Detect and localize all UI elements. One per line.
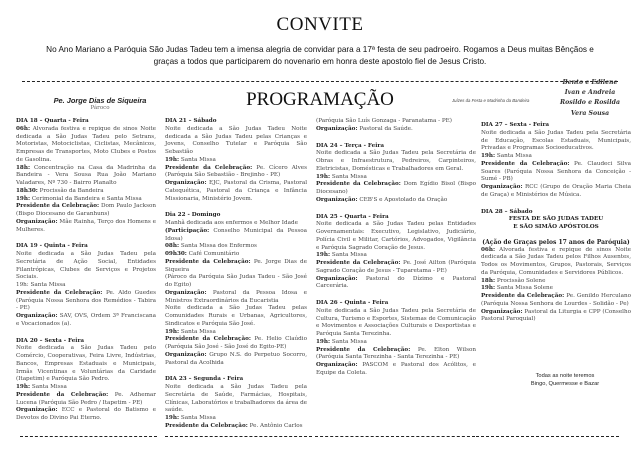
dashed-divider: [165, 436, 312, 437]
juizes-label: Juízes da Festa e Madrinha da Bandeira: [452, 98, 530, 103]
schedule-entry: [481, 153, 631, 161]
schedule-entry: [316, 260, 476, 276]
schedule-entry: [165, 228, 307, 244]
feast-title: FESTA DE SÃO JUDAS TADEU: [508, 216, 604, 223]
entry-label: Organização:: [316, 196, 358, 203]
entry-text: Alvorada festiva e repique de sinos Noite dedicada a São Judas Tadeu pelo Setrans, Motoristas, Motociclistas, Ciclistas, Mecânicos, Empresas de Transportes, Moto Clubes e Postos de Gasolina.: [16, 125, 156, 163]
entry-text: Pastoral da Pessoa Idosa e Ministros Extraordinários da Eucaristia: [165, 289, 307, 304]
entry-text: Pe. Antônio Carlos: [247, 422, 303, 429]
entry-label: 06h:: [481, 246, 496, 253]
juiz-name: Vera Sousa: [570, 109, 610, 117]
schedule-entry: [165, 336, 307, 352]
schedule-entry: Noite dedicada a São Judas Tadeu pela Secretária de Saúde, Farmácias, Hospitais, Clínicas, Laboratórios e trabalhadores da área de saúde.: [165, 384, 308, 414]
entry-text: Concentração na Casa da Madrinha da Bandeira - Vera Sousa Rua João Mariano Valadares, Nº 730 - Bairro Planalto: [16, 164, 156, 186]
entry-label: 19h:: [316, 338, 331, 345]
entry-text: Santa Missa: [179, 415, 216, 421]
thanksgiving-note: (Ação de Graças pelos 17 anos de Paróquia): [482, 238, 630, 246]
juiz-name: Rosildo e Rosilda: [560, 99, 620, 107]
schedule-entry: [316, 181, 476, 197]
day-title: DIA 19 - Quinta - Feira: [16, 243, 88, 250]
entry-label: Presidente da Celebração:: [165, 422, 248, 429]
entry-text: Pe. Elton Wilson (Paróquia Santa Terezinha - Santa Terezinha - PE): [316, 346, 477, 361]
schedule-entry: Noite dedicada a São Judas Tadeu Noite dedicada a São Judas Tadeu pelas Crianças e Jovens, Conselho Tutelar e Paróquia São Sebastião: [165, 125, 307, 155]
day-title: DIA 28 – Sábado: [481, 208, 533, 215]
schedule-entry: [165, 290, 307, 306]
entry-label: Presidente da Celebração:: [16, 203, 100, 210]
entry-label: 18h:: [481, 277, 496, 284]
entry-label: Organização:: [165, 289, 207, 296]
entry-text: SAV, OVS, Ordem 3ª Franciscana e Vocacionados (a).: [16, 313, 156, 327]
entry-text: Pastoral da Liturgia e CPP (Conselho Pastoral Paroquial): [481, 308, 631, 323]
schedule-entry: [481, 285, 631, 293]
dashed-divider: [476, 436, 619, 437]
schedule-entry: [481, 309, 631, 325]
section-title: PROGRAMAÇÃO: [246, 89, 394, 110]
schedule-entry: [16, 384, 156, 392]
paroco-name: Pe. Jorge Dias de Siqueira: [53, 96, 147, 105]
day-title: DIA 25 – Quarta - Feira: [316, 213, 389, 220]
schedule-entry: [165, 251, 307, 259]
entry-label: 19h:: [316, 252, 331, 259]
entry-label: Presidente da Celebração:: [481, 160, 570, 167]
entry-text: Pe. Claudeci Silva Soares (Paróquia Nossa Senhora da Conceição - Sumé - PB): [481, 160, 631, 183]
entry-label: Presidente da Celebração:: [16, 391, 109, 398]
schedule-entry: [16, 165, 156, 188]
entry-text: Santa Missa: [179, 328, 216, 335]
entry-label: Presidente da Celebração:: [481, 293, 565, 299]
column-2: [165, 118, 307, 431]
entry-label: Organização:: [165, 351, 207, 358]
entry-label: 09h30:: [165, 251, 187, 257]
schedule-entry: [165, 352, 307, 368]
intro-line: graças a todos que participarem do novenario em honra deste apostolo fiel de Jesus Cristo.: [153, 57, 487, 66]
entry-text: CEB'S e Apostolado da Oração: [357, 196, 448, 203]
schedule-entry: [16, 313, 156, 329]
entry-text: Pe. Adhemar Lucena (Paróquia São Pedro / Itapetim - PE): [16, 391, 156, 406]
entry-text: Pe. Cícero Alves (Paróquia São Sebastião - Brejinho - PE): [165, 164, 307, 179]
juiz-name: Bento e Edilene: [562, 79, 618, 86]
entry-label: Presidente da Celebração:: [16, 289, 103, 296]
schedule-entry: [481, 184, 631, 200]
note-line: Todas as noite teremos: [535, 373, 595, 379]
entry-label: Organização:: [16, 313, 58, 319]
entry-text: Santa Missa: [495, 153, 532, 159]
day-title: Dia 22 - Domingo: [165, 212, 221, 219]
dashed-divider: [20, 436, 157, 437]
day-title: DIA 23 – Segunda - Feira: [165, 376, 244, 383]
entry-text: Pe. Jorge Dias de Siqueira: [165, 258, 307, 273]
entry-text: ECC e Pastoral do Batismo e Devotos do Divino Pai Eterno.: [16, 407, 156, 421]
schedule-entry: [481, 293, 631, 309]
schedule-entry: Noite dedicada a São Judas Tadeu pela Secretária de Ação Social, Entidades Filantrópicas, Clubes de Serviços e Projetos Sociais.: [16, 251, 156, 281]
column-4: [481, 122, 631, 324]
entry-label: 19h:: [165, 415, 180, 421]
entry-label: Presidente da Celebração:: [316, 181, 401, 188]
schedule-entry: Manhã dedicada aos enfermos e Melhor Idade: [165, 220, 298, 226]
invitation-intro: [30, 44, 610, 68]
entry-text: Grupo N.S. do Perpetuo Socorro, Pastoral da Acolhida: [165, 351, 307, 366]
entry-label: 08h:: [165, 243, 180, 250]
entry-label: 19h:: [165, 328, 180, 335]
schedule-entry: [316, 197, 476, 205]
schedule-entry: [165, 423, 307, 431]
schedule-entry: [165, 157, 307, 165]
nightly-events-note: [515, 372, 615, 388]
paroco-role: Pároco: [90, 105, 110, 111]
entry-label: Organização:: [316, 362, 358, 368]
schedule-entry: [165, 165, 307, 181]
entry-label: 19h:: [316, 173, 331, 180]
day-title: DIA 27 – Sexta - Feira: [481, 122, 550, 128]
schedule-entry: [316, 362, 476, 378]
schedule-entry: Noite dedicada a São Judas Tadeu pelas Comunidades Rurais e Urbanas, Agricultores, Sindicatos e Paróquia São José.: [165, 305, 307, 327]
entry-text: Mãe Rainha, Terço dos Homens e Mulheres.: [16, 218, 156, 233]
juiz-name: Ivan e Andreia: [564, 89, 616, 97]
entry-label: Presidente da Celebração:: [316, 260, 401, 266]
entry-label: Presidente da Celebração:: [165, 164, 253, 171]
entry-text: Pastoral da Saúde.: [357, 125, 413, 132]
entry-text: Santa Missa: [179, 156, 216, 163]
schedule-entry: Noite dedicada a São Judas Tadeu pela Secretária de Obras e Infraestrutura, Pedreiros, Carpinteiros, Eletricistas, Domésticas e Trabalhadores em Geral.: [316, 150, 476, 172]
entry-label: Organização:: [316, 125, 358, 132]
entry-text: RCC (Grupo de Oração Maria Cheia de Graça) e Ministérios de Música.: [481, 184, 631, 198]
juizes-list: [545, 78, 635, 119]
schedule-entry: [16, 188, 156, 196]
invitation-title: CONVITE: [276, 14, 364, 35]
entry-label: 19h:: [165, 156, 180, 163]
schedule-entry: [481, 161, 631, 184]
dashed-divider: [315, 436, 475, 437]
schedule-entry: (Paróquia São Luís Gonzaga - Paranatama - PE): [316, 118, 452, 124]
entry-label: Organização:: [481, 308, 523, 315]
entry-text: Dom Egídio Bisol (Bispo Diocesano): [316, 181, 476, 195]
schedule-entry: [481, 278, 631, 286]
column-1: [16, 118, 156, 423]
entry-label: Presidente da Celebração:: [165, 336, 251, 343]
schedule-entry: [316, 276, 476, 292]
entry-label: 19h:: [16, 195, 31, 202]
schedule-entry: [316, 252, 476, 260]
schedule-entry: Noite dedicada a São Judas Tadeu pelas Entidades Governamentais: Executivo, Legislativo, Judiciário, Polícia Civil e Militar, Cartórios, Advogados, Vigilância e Paróquia Sagrado Coração de Jesus.: [316, 221, 476, 251]
entry-text: Santa Missa: [30, 384, 67, 390]
entry-label: Organização:: [16, 407, 58, 414]
dashed-divider: [22, 81, 618, 82]
schedule-entry: [16, 392, 156, 408]
schedule-entry: Noite dedicada a São Judas Tadeu pelo Comércio, Cooperativas, Feira Livre, Indústrias, Bancos, Empresas Estaduais e Municipais, Irmãs Vicentinas e Voluntárias da Caridade (Itapetim) e Paróquia São Pedro.: [16, 345, 156, 383]
entry-text: Dom Paulo Jackson (Bispo Diocesano de Garanhuns): [16, 203, 156, 217]
entry-text: Pe. Helio Claúdio (Paróquia São José - São José do Egito-PE): [165, 336, 307, 350]
entry-label: Presidente da Celebração:: [165, 258, 251, 265]
entry-text: Santa Missa: [330, 173, 367, 180]
entry-text: Santa Missa Solene: [495, 285, 554, 292]
note-line: Bingo, Quermesse e Bazar: [530, 381, 600, 387]
entry-label: Organização:: [165, 180, 207, 186]
entry-text: Santa Missa: [330, 252, 367, 259]
schedule-entry: 19h: Santa Missa: [16, 282, 66, 288]
schedule-entry: [16, 203, 156, 219]
schedule-entry: [165, 180, 307, 203]
entry-text: Pe. Aldo Guedes (Paróquia Nossa Senhora dos Remédios - Tabira - PE): [16, 289, 156, 312]
day-title: DIA 20 – Sexta - Feira: [16, 337, 85, 344]
schedule-entry: [316, 126, 476, 134]
day-title: DIA 18 – Quarta - Feira: [16, 118, 89, 124]
entry-text: Pe. José Ailton (Paróquia Sagrado Coração de Jesus - Tuparetama - PE): [316, 260, 476, 274]
intro-line: No Ano Mariano a Paróquia São Judas Tadeu tem a imensa alegria de convidar para a 17ª festa de seu padroeiro. Rogamos a Deus muitas Bênçãos e: [46, 45, 594, 54]
entry-text: Procissão Solene: [495, 277, 546, 284]
feast-title: E SÃO SIMÃO APÓSTOLOS: [513, 224, 599, 230]
entry-text: Cerimonial da Bandeira e Santa Missa: [30, 195, 142, 202]
schedule-entry: [165, 259, 307, 275]
entry-label: 18h30:: [16, 187, 38, 194]
entry-text: Café Comunitário: [186, 251, 240, 257]
schedule-entry: [165, 415, 307, 423]
entry-label: Organização:: [16, 218, 58, 225]
entry-text: Pe. Genildo Herculano (Paróquia Nossa Senhora de Lourdes - Solidão - Pe): [481, 293, 631, 307]
entry-text: EJC, Pastoral da Crisma, Pastoral Catequética, Pastoral da Criança e Infância Missionaria, Ministério Jovem.: [165, 180, 307, 202]
entry-label: 18h:: [16, 164, 31, 171]
schedule-entry: [16, 126, 156, 165]
schedule-entry: Noite dedicada a São Judas Tadeu pela Secretária de Cultura, Turismo e Esportes, Sistemas de Comunicação e Movimentos e Associações Culturais e Desportistas e Paróquia Santa Terezinha.: [316, 307, 476, 337]
schedule-entry: [165, 243, 307, 251]
day-title: DIA 24 – Terça - Feira: [316, 142, 384, 149]
entry-label: Organização:: [316, 275, 358, 282]
schedule-entry: (Pároco da Paróquia São Judas Tadeu - São José do Egito): [165, 274, 307, 288]
schedule-entry: [16, 290, 156, 313]
schedule-entry: [481, 247, 631, 278]
entry-text: Santa Missa: [330, 338, 367, 345]
entry-text: Procissão da Bandeira: [37, 187, 104, 194]
entry-label: Presidente da Celebração:: [316, 346, 411, 353]
schedule-entry: Noite dedicada a São Judas Tadeu pela Secretária de Educação, Escolas Estaduais, Municipais, Privadas e Programas Socioeducativos.: [481, 129, 631, 152]
entry-label: Organização:: [481, 184, 523, 190]
schedule-entry: [316, 339, 476, 347]
schedule-entry: [16, 407, 156, 423]
paroco-block: [40, 96, 160, 111]
column-3: [316, 118, 476, 378]
entry-label: 06h:: [16, 125, 31, 132]
entry-text: Conselho Municipal da Pessoa Idosa): [165, 227, 307, 242]
schedule-entry: [16, 219, 156, 235]
entry-text: PASCOM e Pastoral dos Acólitos, e Equipe da Coleta.: [316, 362, 476, 376]
day-title: DIA 21 – Sábado: [165, 118, 217, 124]
entry-label: 19h:: [481, 285, 496, 292]
entry-text: Alvorada festiva e repique de sinos Noite dedicada a São Judas Tadeu pelos Filhos Ausentes, Todos os Movimentos, Grupos, Pastorais, Serviços da Paróquia, Comunidades e Servidores Públicos.: [481, 246, 631, 276]
entry-label: 19h:: [16, 384, 31, 390]
entry-label: (Participação:: [165, 227, 210, 234]
entry-label: 19h:: [481, 153, 496, 159]
day-title: DIA 26 – Quinta - Feira: [316, 300, 389, 306]
entry-text: Pastoral do Dízimo e Pastoral Carcerária.: [316, 275, 476, 290]
entry-text: Santa Missa dos Enfermos: [179, 243, 257, 250]
schedule-entry: [316, 347, 476, 363]
